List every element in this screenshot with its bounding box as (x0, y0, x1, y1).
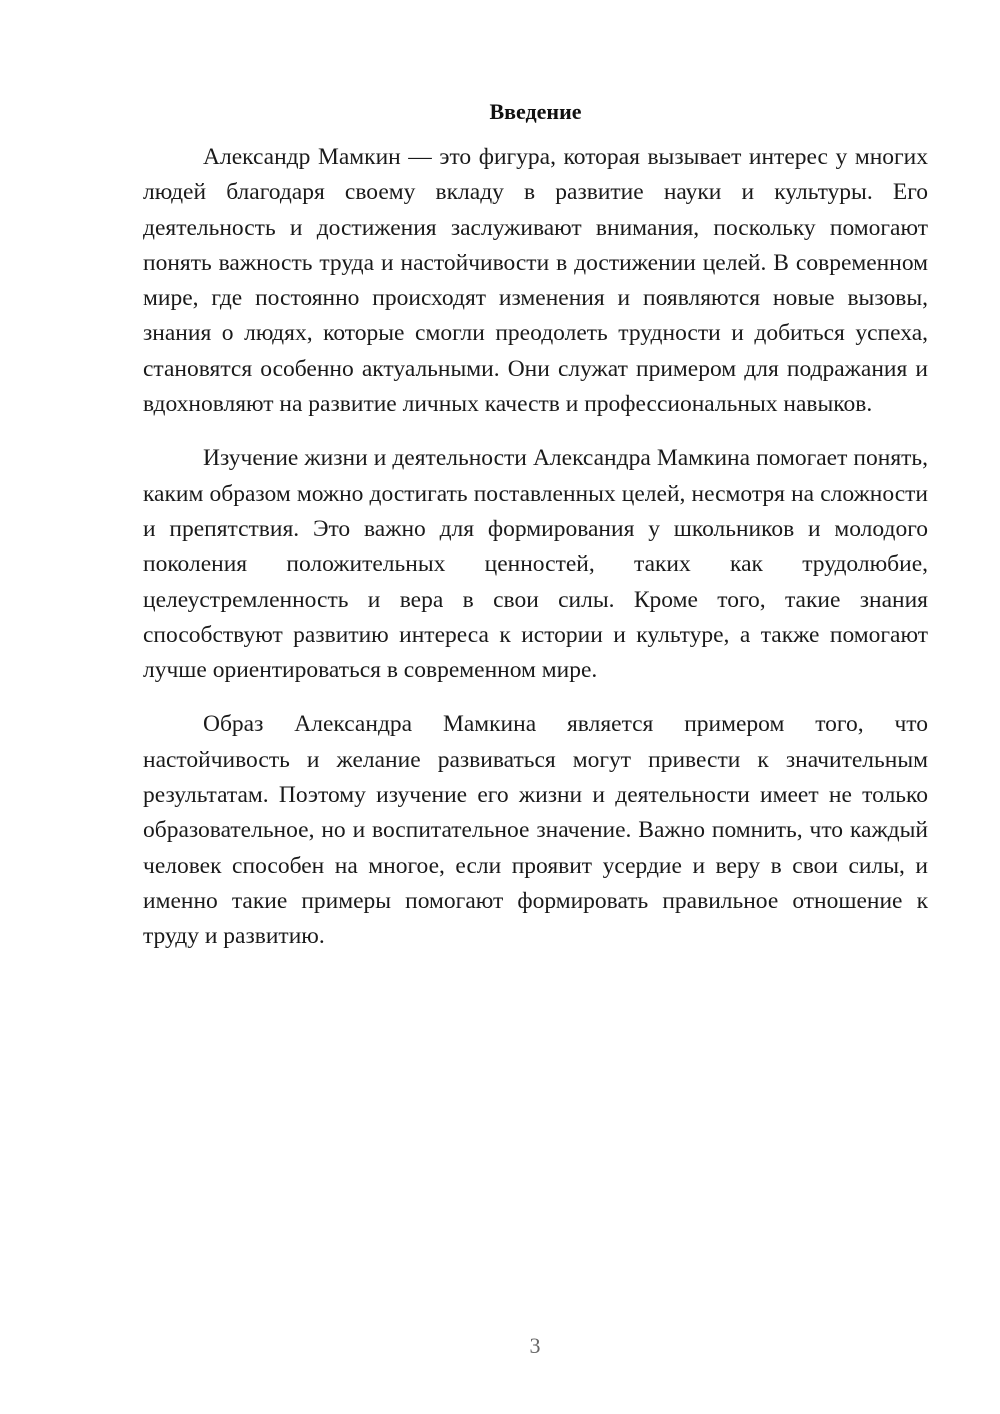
paragraph-1: Александр Мамкин — это фигура, которая вызывает интерес у многих людей благодаря своему вкладу в развитие науки и культуры. Его деятельность и достижения заслуживают внимания, поскольку помогают понять важность труда и настойчивости в достижении целей. В современном мире, где постоянно происходят изменения и появляются новые вызовы, знания о людях, которые смогли преодолеть трудности и добиться успеха, становятся особенно актуальными. Они служат примером для подражания и вдохновляют на развитие личных качеств и профессиональных навыков. (143, 144, 928, 418)
paragraph-3: Образ Александра Мамкина является примером того, что настойчивость и желание развиваться могут привести к значительным результатам. Поэтому изучение его жизни и деятельности имеет не только образовательное, но и воспитательное значение. Важно помнить, что каждый человек способен на многое, если проявит усердие и веру в свои силы, и именно такие примеры помогают формировать правильное отношение к труду и развитию. (143, 711, 928, 950)
paragraph-2: Изучение жизни и деятельности Александра Мамкина помогает понять, каким образом можно достигать поставленных целей, несмотря на сложности и препятствия. Это важно для формирования у школьников и молодого поколения положительных ценностей, таких как трудолюбие, целеустремленность и вера в свои силы. Кроме того, такие знания способствуют развитию интереса к истории и культуре, а также помогают лучше ориентироваться в современном мире. (143, 445, 928, 684)
page-content (143, 96, 928, 955)
section-heading: Введение (489, 99, 582, 124)
page-number: 3 (529, 1333, 541, 1358)
